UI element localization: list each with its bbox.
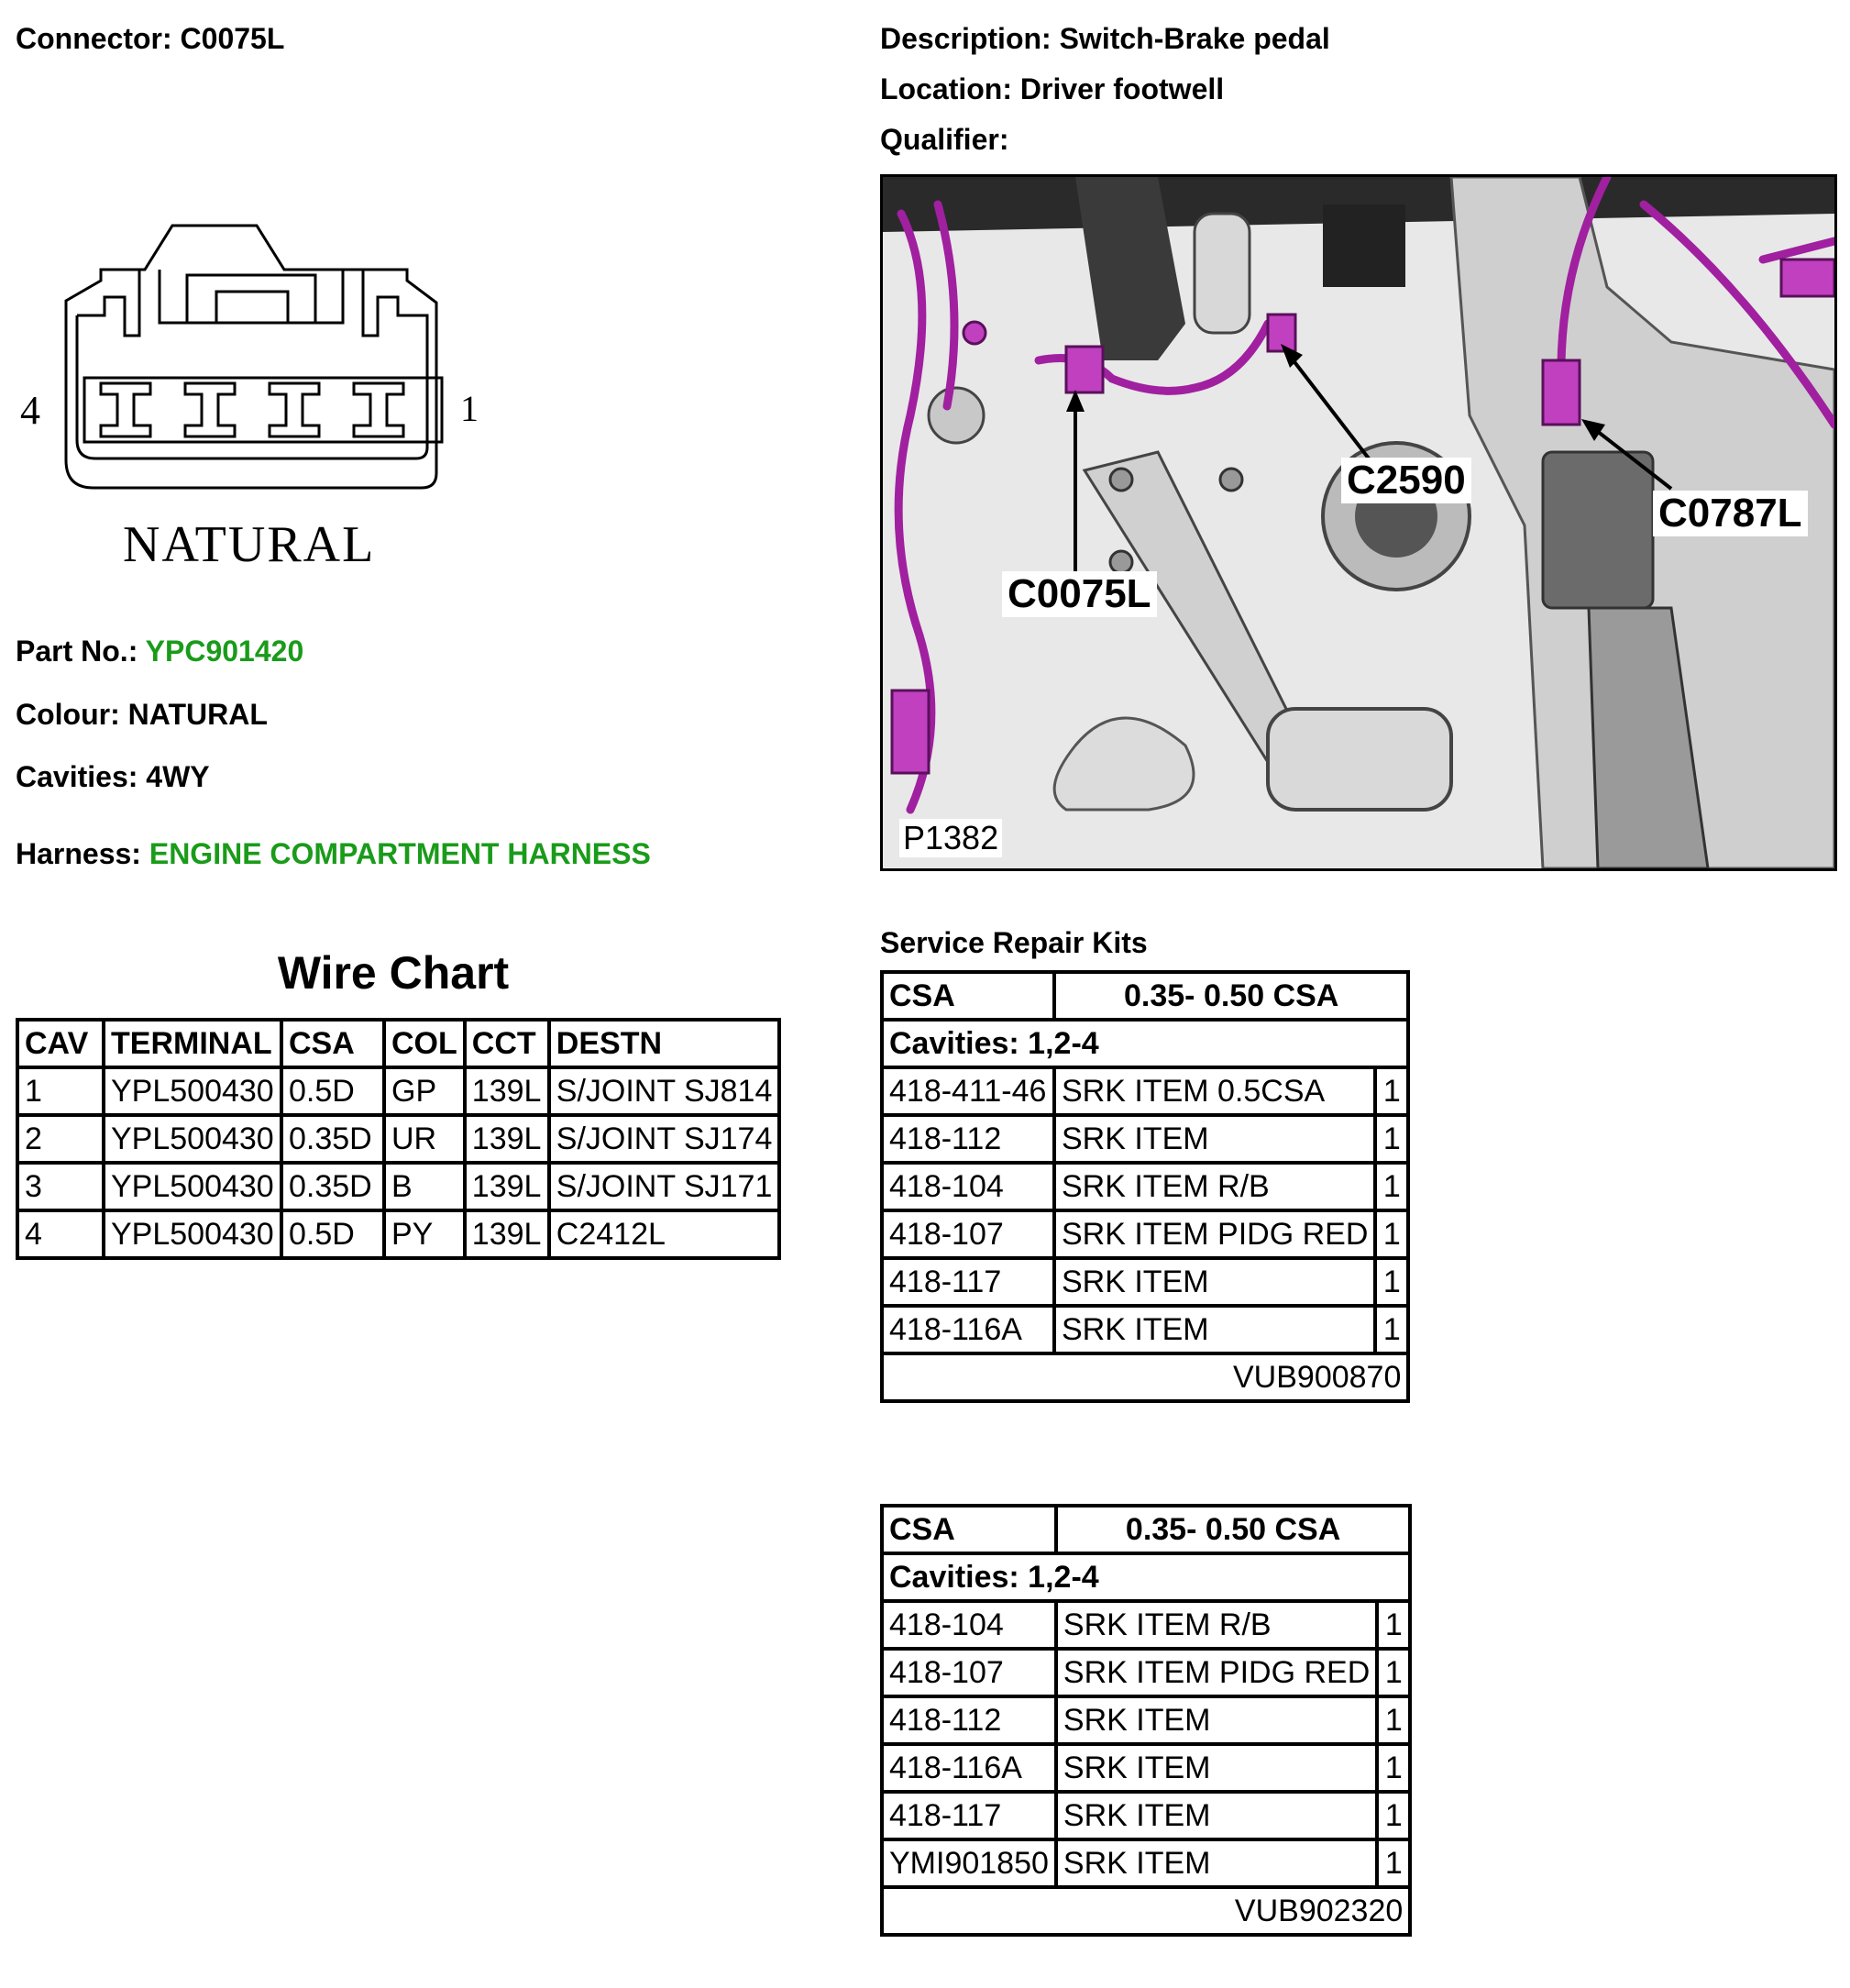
colour-label: Colour: NATURAL <box>16 698 268 731</box>
qualifier-label: Qualifier: <box>880 123 1009 156</box>
kit-item-qty: 1 <box>1375 1115 1408 1163</box>
kit-item-part: 418-117 <box>882 1258 1054 1306</box>
kit-item-part: 418-112 <box>882 1115 1054 1163</box>
cell-destn: S/JOINT SJ171 <box>549 1163 780 1210</box>
cell-terminal: YPL500430 <box>104 1115 281 1163</box>
table-row <box>882 1649 1410 1696</box>
part-no-row <box>16 635 303 668</box>
kit-item-desc: SRK ITEM <box>1054 1115 1375 1163</box>
connector-face-diagram <box>13 220 490 514</box>
kit-item-qty: 1 <box>1375 1306 1408 1353</box>
harness-link[interactable]: ENGINE COMPARTMENT HARNESS <box>149 837 651 870</box>
cell-cav: 2 <box>17 1115 104 1163</box>
kit-number: VUB902320 <box>882 1887 1410 1935</box>
kit-item-qty: 1 <box>1377 1792 1410 1839</box>
kit-csa-value: 0.35- 0.50 CSA <box>1054 972 1408 1020</box>
wire-chart-header-row <box>17 1020 779 1067</box>
cell-csa: 0.5D <box>281 1210 384 1258</box>
kit-csa-label: CSA <box>882 972 1054 1020</box>
cell-terminal: YPL500430 <box>104 1210 281 1258</box>
description-label: Description: Switch-Brake pedal <box>880 22 1330 55</box>
header-col: COL <box>384 1020 465 1067</box>
kit-item-qty: 1 <box>1375 1210 1408 1258</box>
harness-row <box>16 837 651 871</box>
cell-terminal: YPL500430 <box>104 1067 281 1115</box>
kit-cavities: Cavities: 1,2-4 <box>882 1020 1408 1067</box>
service-repair-kit-table <box>880 1504 1412 1937</box>
kit-item-part: 418-112 <box>882 1696 1056 1744</box>
kit-csa-row <box>882 1506 1410 1553</box>
header-terminal: TERMINAL <box>104 1020 281 1067</box>
kit-item-qty: 1 <box>1377 1696 1410 1744</box>
kit-item-qty: 1 <box>1377 1744 1410 1792</box>
kit-item-part: YMI901850 <box>882 1839 1056 1887</box>
table-row <box>882 1792 1410 1839</box>
kit-item-part: 418-411-46 <box>882 1067 1054 1115</box>
table-row <box>882 1067 1408 1115</box>
cell-destn: S/JOINT SJ174 <box>549 1115 780 1163</box>
cell-destn: S/JOINT SJ814 <box>549 1067 780 1115</box>
kit-item-part: 418-116A <box>882 1306 1054 1353</box>
cell-col: UR <box>384 1115 465 1163</box>
service-repair-kit-table <box>880 970 1410 1403</box>
kit-item-part: 418-104 <box>882 1163 1054 1210</box>
table-row <box>882 1744 1410 1792</box>
cell-cct: 139L <box>465 1115 549 1163</box>
kit-cavities-row <box>882 1553 1410 1601</box>
cell-cct: 139L <box>465 1210 549 1258</box>
kit-cavities-row <box>882 1020 1408 1067</box>
table-row <box>882 1258 1408 1306</box>
kit-csa-row <box>882 972 1408 1020</box>
wire-chart-table <box>16 1018 781 1260</box>
cell-cav: 3 <box>17 1163 104 1210</box>
cell-csa: 0.35D <box>281 1115 384 1163</box>
cell-csa: 0.35D <box>281 1163 384 1210</box>
harness-label: Harness: <box>16 837 141 870</box>
kit-item-part: 418-104 <box>882 1601 1056 1649</box>
wire-chart-title: Wire Chart <box>277 947 510 999</box>
header-cct: CCT <box>465 1020 549 1067</box>
pin-number-left: 4 <box>20 388 40 433</box>
location-label: Location: Driver footwell <box>880 72 1225 105</box>
kit-number: VUB900870 <box>882 1353 1408 1401</box>
cell-col: GP <box>384 1067 465 1115</box>
kit-number-row <box>882 1353 1408 1401</box>
cavities-label: Cavities: 4WY <box>16 760 210 793</box>
location-illustration <box>880 174 1837 871</box>
part-no-link[interactable]: YPC901420 <box>145 635 304 668</box>
kit-item-part: 418-116A <box>882 1744 1056 1792</box>
cell-csa: 0.5D <box>281 1067 384 1115</box>
cell-cav: 4 <box>17 1210 104 1258</box>
kit-item-qty: 1 <box>1375 1067 1408 1115</box>
kit-item-desc: SRK ITEM PIDG RED <box>1056 1649 1377 1696</box>
kit-cavities: Cavities: 1,2-4 <box>882 1553 1410 1601</box>
header-cav: CAV <box>17 1020 104 1067</box>
kit-item-desc: SRK ITEM R/B <box>1054 1163 1375 1210</box>
connector-colour-caption: NATURAL <box>123 516 376 573</box>
cell-col: B <box>384 1163 465 1210</box>
kit-item-desc: SRK ITEM <box>1056 1696 1377 1744</box>
service-repair-kits-heading: Service Repair Kits <box>880 926 1148 959</box>
kit-item-desc: SRK ITEM R/B <box>1056 1601 1377 1649</box>
connector-label: Connector: C0075L <box>16 22 285 55</box>
kit-item-desc: SRK ITEM 0.5CSA <box>1054 1067 1375 1115</box>
table-row <box>882 1839 1410 1887</box>
kit-csa-label: CSA <box>882 1506 1056 1553</box>
cell-col: PY <box>384 1210 465 1258</box>
cell-cct: 139L <box>465 1163 549 1210</box>
cell-terminal: YPL500430 <box>104 1163 281 1210</box>
kit-item-qty: 1 <box>1377 1601 1410 1649</box>
photo-reference: P1382 <box>899 819 1002 857</box>
table-row <box>882 1163 1408 1210</box>
table-row <box>17 1067 779 1115</box>
kit-csa-value: 0.35- 0.50 CSA <box>1056 1506 1410 1553</box>
callout-c0075l: C0075L <box>1002 571 1157 617</box>
kit-item-qty: 1 <box>1377 1839 1410 1887</box>
table-row <box>882 1696 1410 1744</box>
kit-item-part: 418-107 <box>882 1649 1056 1696</box>
kit-item-qty: 1 <box>1375 1163 1408 1210</box>
pin-number-right: 1 <box>460 388 479 429</box>
table-row <box>17 1163 779 1210</box>
kit-item-desc: SRK ITEM <box>1056 1839 1377 1887</box>
header-destn: DESTN <box>549 1020 780 1067</box>
kit-item-desc: SRK ITEM <box>1054 1306 1375 1353</box>
kit-item-part: 418-117 <box>882 1792 1056 1839</box>
cell-cav: 1 <box>17 1067 104 1115</box>
kit-item-desc: SRK ITEM <box>1056 1792 1377 1839</box>
kit-number-row <box>882 1887 1410 1935</box>
table-row <box>882 1601 1410 1649</box>
table-row <box>17 1210 779 1258</box>
table-row <box>882 1306 1408 1353</box>
cell-destn: C2412L <box>549 1210 780 1258</box>
kit-item-qty: 1 <box>1375 1258 1408 1306</box>
callout-c2590: C2590 <box>1341 458 1471 503</box>
kit-item-desc: SRK ITEM PIDG RED <box>1054 1210 1375 1258</box>
header-csa: CSA <box>281 1020 384 1067</box>
part-no-label: Part No.: <box>16 635 138 668</box>
kit-item-part: 418-107 <box>882 1210 1054 1258</box>
table-row <box>882 1115 1408 1163</box>
table-row <box>17 1115 779 1163</box>
kit-item-desc: SRK ITEM <box>1056 1744 1377 1792</box>
cell-cct: 139L <box>465 1067 549 1115</box>
kit-item-qty: 1 <box>1377 1649 1410 1696</box>
callout-c0787l: C0787L <box>1653 491 1808 536</box>
table-row <box>882 1210 1408 1258</box>
kit-item-desc: SRK ITEM <box>1054 1258 1375 1306</box>
